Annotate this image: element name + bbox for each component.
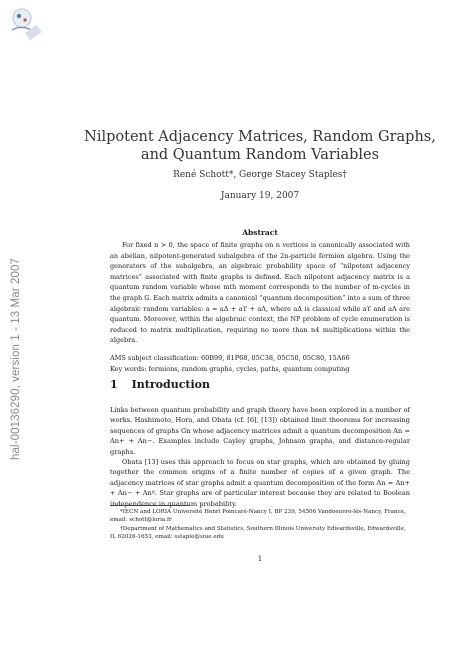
ams-classification: AMS subject classification: 60B99, 81P68, 05C38, 05C50, 05C80, 15A66 xyxy=(110,354,350,362)
classification-block xyxy=(110,353,410,374)
abstract-body xyxy=(110,240,410,346)
authors: René Schott*, George Stacey Staples† xyxy=(173,170,347,180)
intro-paragraph-1: Links between quantum probability and graph theory have been explored in a number of works. Hashimoto, Hora, and Obata (cf. [6], [13]) obtained limit theorems for increasing sequences of graphs Gn whose adjacency matrices admit a quantum decomposition An = An+ + An−. Examples include Cayley graphs, Johnson graphs, and distance-regular graphs. xyxy=(110,406,410,456)
footnote-rule xyxy=(110,505,190,506)
date: January 19, 2007 xyxy=(220,191,300,201)
hal-logo xyxy=(6,4,44,44)
title-line-1: Nilpotent Adjacency Matrices, Random Graphs, xyxy=(84,129,436,145)
intro-paragraph-2: Obata [13] uses this approach to focus on star graphs, which are obtained by gluing together the common origins of a finite number of copies of a given graph. The adjacency matrices of star graphs admit a quantum decomposition of the form An = An+ + An− + Anº. Star graphs are of particular interest because they are related to Boolean independence in quantum probability. xyxy=(110,458,410,508)
keywords: Key words: fermions, random graphs, cycles, paths, quantum computing xyxy=(110,364,350,373)
footnotes xyxy=(110,508,410,542)
abstract-text: For fixed n > 0, the space of finite graphs on n vertices is canonically associated with an abelian, nilpotent-generated subalgebra of the 2n-particle fermion algebra. Using the generators of the subalgebra, an algebraic probability space of “nilpotent adjacency matrices” associated with finite graphs is defined. Each nilpotent adjacency matrix is a quantum random variable whose mth moment corresponds to the number of m-cycles in the graph G. Each matrix admits a canonical “quantum decomposition” into a sum of three algebraic random variables: a = aΔ + aϒ + aΛ, where aΔ is classical while aϒ and aΛ are quantum. Moreover, within the algebraic context, the NP problem of cycle enumeration is reduced to matrix multiplication, requiring no more than n4 multiplications within the algebra. xyxy=(110,241,410,345)
page-number: 1 xyxy=(257,555,263,563)
section-title: Introduction xyxy=(131,378,210,391)
footnote-2: †Department of Mathematics and Statistics, Southern Illinois University Edwardsville, Edwardsville, IL 62026-1653, email: sstaple@siue.edu xyxy=(110,525,406,541)
title-line-2: and Quantum Random Variables xyxy=(140,147,380,163)
hal-identifier: hal-00136290, version 1 - 13 Mar 2007 xyxy=(10,258,22,460)
section-number: 1 xyxy=(110,378,118,391)
paper-title xyxy=(80,128,440,164)
section-heading xyxy=(110,378,224,391)
footnote-1: *IECN and LORIA Université Henri Poincaré-Nancy I, BP 239, 54506 Vandoeuvre-lès-Nancy, France, email: schott@loria.fr xyxy=(110,509,406,524)
introduction-body xyxy=(110,405,410,509)
abstract-heading: Abstract xyxy=(242,228,278,237)
